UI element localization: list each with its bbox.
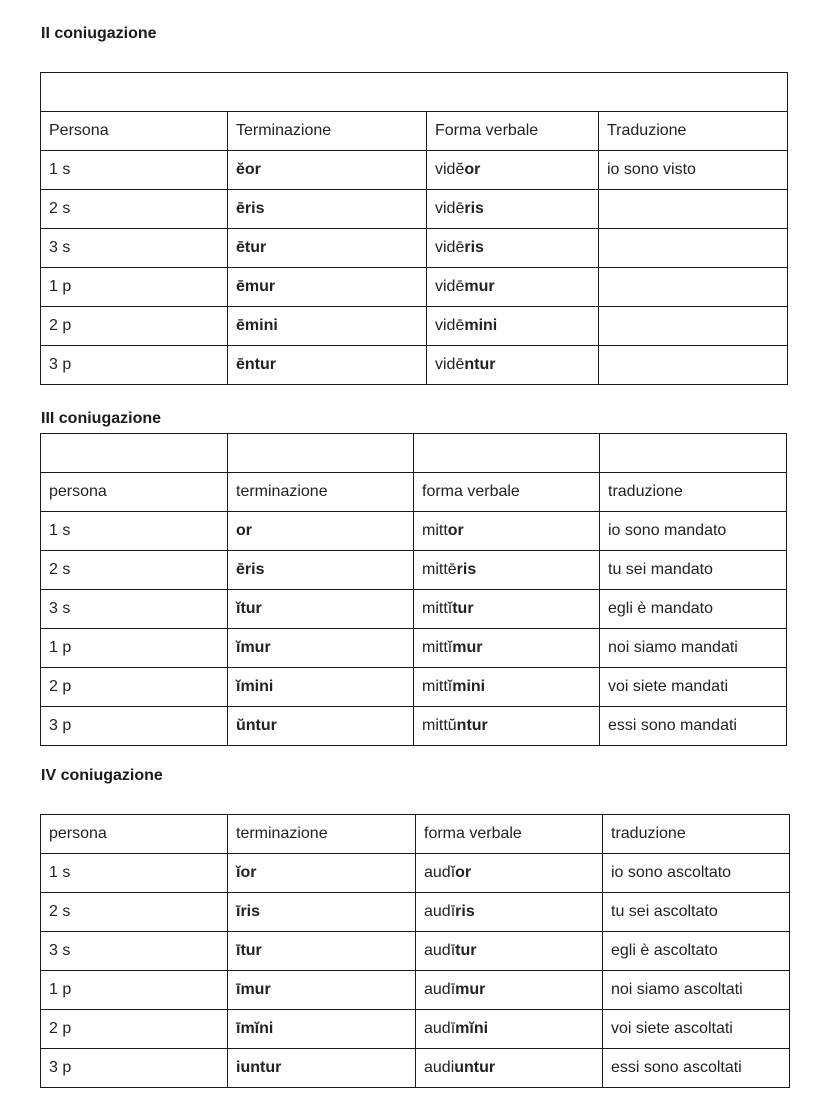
persona-cell: 3 s <box>41 932 228 971</box>
persona-cell: 2 p <box>41 1010 228 1049</box>
termination-text: ītur <box>236 942 262 959</box>
verb-stem: vidē <box>435 239 465 256</box>
termination-text: ŭntur <box>236 717 277 734</box>
verb-stem: vidē <box>435 317 465 334</box>
termination-cell <box>228 1010 416 1049</box>
persona-cell: 1 s <box>41 854 228 893</box>
blank-cell <box>41 434 228 473</box>
verb-ending: tur <box>452 600 474 617</box>
translation-cell: noi siamo ascoltati <box>603 971 790 1010</box>
table-row <box>41 190 788 229</box>
termination-text: īris <box>236 903 261 920</box>
translation-cell: tu sei mandato <box>600 551 787 590</box>
column-header: forma verbale <box>414 473 600 512</box>
termination-cell <box>228 551 414 590</box>
header-row <box>41 473 787 512</box>
termination-text: ĭor <box>236 864 257 881</box>
verb-ending: tur <box>455 942 477 959</box>
verb-stem: audī <box>424 1020 456 1037</box>
persona-cell: 2 s <box>41 893 228 932</box>
verb-form-cell <box>416 893 603 932</box>
verb-form-cell <box>414 551 600 590</box>
termination-cell <box>228 932 416 971</box>
table-row <box>41 629 787 668</box>
verb-stem: vidē <box>435 278 465 295</box>
verb-ending: ris <box>464 239 484 256</box>
header-row <box>41 815 790 854</box>
table-row <box>41 932 790 971</box>
verb-ending: ris <box>456 561 477 578</box>
table-row <box>41 346 788 385</box>
termination-cell <box>228 151 427 190</box>
termination-cell <box>228 1049 416 1088</box>
verb-stem: audī <box>424 942 456 959</box>
termination-text: ēntur <box>236 356 276 373</box>
termination-text: ĭtur <box>236 600 262 617</box>
table-row <box>41 893 790 932</box>
persona-cell: 3 p <box>41 346 228 385</box>
termination-cell <box>228 307 427 346</box>
verb-ending: ris <box>455 903 475 920</box>
verb-stem: vidĕ <box>435 161 465 178</box>
conjugation-table-iii <box>40 433 787 746</box>
translation-cell: io sono visto <box>599 151 788 190</box>
verb-form-cell <box>416 1010 603 1049</box>
translation-cell: io sono ascoltato <box>603 854 790 893</box>
termination-cell <box>228 854 416 893</box>
translation-cell: noi siamo mandati <box>600 629 787 668</box>
termination-text: ēmini <box>236 317 278 334</box>
section-title-ii: II coniugazione <box>41 25 157 42</box>
verb-stem: vidē <box>435 356 465 373</box>
translation-cell <box>599 190 788 229</box>
blank-cell <box>414 434 600 473</box>
column-header: terminazione <box>228 473 414 512</box>
header-row <box>41 112 788 151</box>
translation-cell: voi siete mandati <box>600 668 787 707</box>
table-row <box>41 707 787 746</box>
persona-cell: 1 p <box>41 268 228 307</box>
persona-cell: 3 s <box>41 229 228 268</box>
translation-cell: egli è ascoltato <box>603 932 790 971</box>
column-header: terminazione <box>228 815 416 854</box>
termination-text: īmur <box>236 981 271 998</box>
blank-title-row <box>41 73 788 112</box>
termination-cell <box>228 229 427 268</box>
verb-ending: mini <box>452 678 486 695</box>
verb-form-cell <box>414 668 600 707</box>
termination-cell <box>228 629 414 668</box>
translation-cell: egli è mandato <box>600 590 787 629</box>
table-row <box>41 551 787 590</box>
persona-cell: 3 s <box>41 590 228 629</box>
verb-form-cell <box>427 190 599 229</box>
termination-text: ĭmini <box>236 678 274 695</box>
blank-row <box>41 434 787 473</box>
verb-form-cell <box>414 590 600 629</box>
verb-ending: ris <box>464 200 484 217</box>
termination-cell <box>228 707 414 746</box>
column-header: persona <box>41 815 228 854</box>
blank-cell <box>600 434 787 473</box>
termination-cell <box>228 668 414 707</box>
termination-cell <box>228 971 416 1010</box>
verb-stem: vidē <box>435 200 465 217</box>
verb-ending: mur <box>452 639 483 656</box>
verb-stem: mittĭ <box>422 639 453 656</box>
termination-text: ēmur <box>236 278 276 295</box>
verb-form-cell <box>427 307 599 346</box>
termination-cell <box>228 893 416 932</box>
persona-cell: 1 s <box>41 151 228 190</box>
table-row <box>41 668 787 707</box>
verb-form-cell <box>427 229 599 268</box>
verb-stem: audi <box>424 1059 455 1076</box>
table-row <box>41 854 790 893</box>
termination-cell <box>228 512 414 551</box>
table-row <box>41 307 788 346</box>
table-row <box>41 229 788 268</box>
persona-cell: 1 p <box>41 971 228 1010</box>
table-row <box>41 151 788 190</box>
verb-ending: or <box>455 864 472 881</box>
termination-cell <box>228 346 427 385</box>
translation-cell: tu sei ascoltato <box>603 893 790 932</box>
conjugation-table-ii <box>40 72 788 385</box>
verb-stem: mittĭ <box>422 678 453 695</box>
persona-cell: 3 p <box>41 1049 228 1088</box>
table-row <box>41 1049 790 1088</box>
verb-ending: mĭni <box>455 1020 489 1037</box>
persona-cell: 1 s <box>41 512 228 551</box>
table-row <box>41 971 790 1010</box>
table-row <box>41 1010 790 1049</box>
column-header: Terminazione <box>228 112 427 151</box>
column-header: forma verbale <box>416 815 603 854</box>
termination-text: ētur <box>236 239 267 256</box>
translation-cell: voi siete ascoltati <box>603 1010 790 1049</box>
column-header: Persona <box>41 112 228 151</box>
blank-merged-cell <box>41 73 788 112</box>
table-row <box>41 268 788 307</box>
verb-stem: mittĭ <box>422 600 453 617</box>
verb-ending: mur <box>455 981 486 998</box>
table-row <box>41 590 787 629</box>
persona-cell: 1 p <box>41 629 228 668</box>
verb-form-cell <box>414 629 600 668</box>
verb-ending: mini <box>464 317 498 334</box>
verb-ending: untur <box>454 1059 496 1076</box>
termination-text: ēris <box>236 561 265 578</box>
verb-form-cell <box>427 346 599 385</box>
verb-form-cell <box>414 512 600 551</box>
verb-ending: ntur <box>456 717 488 734</box>
termination-cell <box>228 590 414 629</box>
column-header: traduzione <box>600 473 787 512</box>
termination-text: īmĭni <box>236 1020 274 1037</box>
persona-cell: 2 p <box>41 307 228 346</box>
verb-stem: audī <box>424 981 456 998</box>
table-row <box>41 512 787 551</box>
persona-cell: 2 s <box>41 190 228 229</box>
section-title-iii: III coniugazione <box>41 410 162 427</box>
translation-cell: io sono mandato <box>600 512 787 551</box>
verb-ending: mur <box>464 278 495 295</box>
column-header: persona <box>41 473 228 512</box>
verb-form-cell <box>416 971 603 1010</box>
persona-cell: 2 p <box>41 668 228 707</box>
termination-cell <box>228 268 427 307</box>
translation-cell <box>599 346 788 385</box>
translation-cell <box>599 307 788 346</box>
verb-stem: mittŭ <box>422 717 457 734</box>
persona-cell: 3 p <box>41 707 228 746</box>
verb-form-cell <box>416 1049 603 1088</box>
persona-cell: 2 s <box>41 551 228 590</box>
verb-form-cell <box>427 268 599 307</box>
termination-text: iuntur <box>236 1059 282 1076</box>
blank-cell <box>228 434 414 473</box>
verb-ending: or <box>447 522 464 539</box>
translation-cell: essi sono mandati <box>600 707 787 746</box>
verb-form-cell <box>414 707 600 746</box>
verb-form-cell <box>416 854 603 893</box>
verb-ending: or <box>464 161 481 178</box>
translation-cell <box>599 229 788 268</box>
verb-form-cell <box>416 932 603 971</box>
termination-cell <box>228 190 427 229</box>
termination-text: ēris <box>236 200 265 217</box>
section-title-iv: IV coniugazione <box>41 767 163 784</box>
column-header: Forma verbale <box>427 112 599 151</box>
termination-text: ĕor <box>236 161 261 178</box>
verb-stem: mittē <box>422 561 457 578</box>
translation-cell: essi sono ascoltati <box>603 1049 790 1088</box>
verb-stem: audī <box>424 903 456 920</box>
termination-text: ĭmur <box>236 639 271 656</box>
verb-stem: mitt <box>422 522 448 539</box>
translation-cell <box>599 268 788 307</box>
verb-form-cell <box>427 151 599 190</box>
conjugation-table-iv <box>40 814 790 1088</box>
column-header: Traduzione <box>599 112 788 151</box>
termination-text: or <box>236 522 252 539</box>
verb-ending: ntur <box>464 356 496 373</box>
column-header: traduzione <box>603 815 790 854</box>
verb-stem: audĭ <box>424 864 456 881</box>
